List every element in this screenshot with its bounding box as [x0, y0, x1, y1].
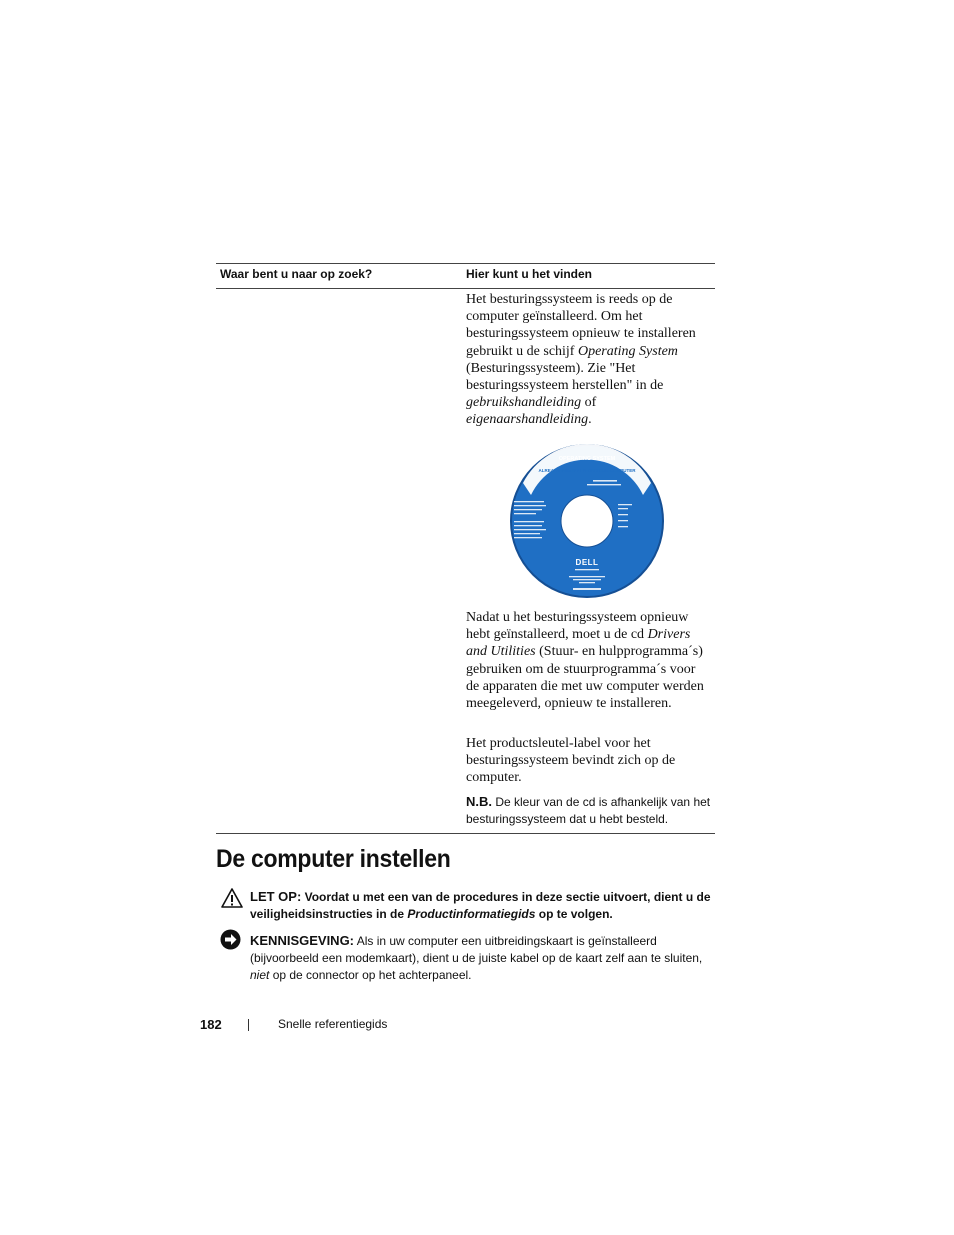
italic-text: Productinformatiegids — [407, 907, 536, 921]
table-top-rule — [216, 263, 715, 264]
page-number: 182 — [200, 1017, 222, 1032]
text: Het besturingssysteem is reeds op de computer geïnstalleerd. Om het besturingssysteem opnieuw te installeren gebruikt u de schijf — [466, 292, 696, 359]
note-text: De kleur van de cd is afhankelijk van het besturingssysteem dat u hebt besteld. — [466, 795, 711, 826]
text: (Stuur- en hulpprogramma´s) gebruiken om de stuurprogramma´s voor de apparaten die met uw computer werden meegeleverd, opnieuw te installeren. — [466, 644, 704, 712]
italic-text: gebruikshandleiding — [466, 395, 582, 411]
notice-text — [250, 932, 712, 984]
notice-arrow-icon — [220, 929, 241, 950]
footer-guide-title: Snelle referentiegids — [278, 1017, 388, 1031]
note-label: N.B. — [466, 794, 492, 809]
italic-text: Operating System — [577, 343, 678, 359]
paragraph-drivers-and-utilities — [466, 609, 712, 712]
text: . — [588, 412, 592, 428]
italic-text: Drivers and Utilities — [466, 627, 691, 660]
italic-text: eigenaarshandleiding — [466, 412, 589, 428]
paragraph-product-key: Het productsleutel-label voor het besturingssysteem bevindt zich op de computer. — [466, 736, 676, 786]
cd-brand-logo: DELL — [575, 558, 599, 567]
text: Als in uw computer een uitbreidingskaart is geïnstalleerd (bijvoorbeeld een modemkaart), dient u de juiste kabel op de kaart zelf aan te sluiten, — [250, 934, 703, 965]
italic-text: niet — [250, 968, 270, 982]
notice-label: KENNISGEVING: — [250, 933, 355, 948]
caution-label: LET OP: — [250, 889, 302, 904]
text: of — [581, 395, 597, 411]
footer-divider — [248, 1019, 249, 1031]
text: op de connector op het achterpaneel. — [269, 968, 472, 982]
table-bottom-rule — [216, 833, 715, 834]
cd-hole — [563, 497, 611, 545]
text: op te volgen. — [535, 907, 613, 921]
table-header-rule — [216, 288, 715, 289]
caution-text — [250, 888, 712, 923]
section-title: De computer instellen — [216, 845, 451, 873]
caution-triangle-icon — [221, 888, 243, 908]
column-header-left: Waar bent u naar op zoek? — [220, 267, 373, 281]
note-cd-color — [466, 793, 714, 828]
text: Voordat u met een van de procedures in deze sectie uitvoert, dient u de veiligheidsinstructies in de — [250, 890, 711, 921]
cd-label-banner: ALREADY INSTALLED ON YOUR COMPUTER — [538, 468, 636, 473]
text: (Besturingssysteem). Zie "Het besturingssysteem herstellen" in de — [466, 360, 664, 394]
column-header-right: Hier kunt u het vinden — [466, 267, 593, 281]
cd-label-top: OPERATING SYSTEM — [558, 456, 616, 462]
operating-system-cd-image — [509, 443, 665, 599]
text: Nadat u het besturingssysteem opnieuw hebt geïnstalleerd, moet u de cd — [466, 610, 689, 643]
paragraph-os-installed — [466, 291, 712, 429]
